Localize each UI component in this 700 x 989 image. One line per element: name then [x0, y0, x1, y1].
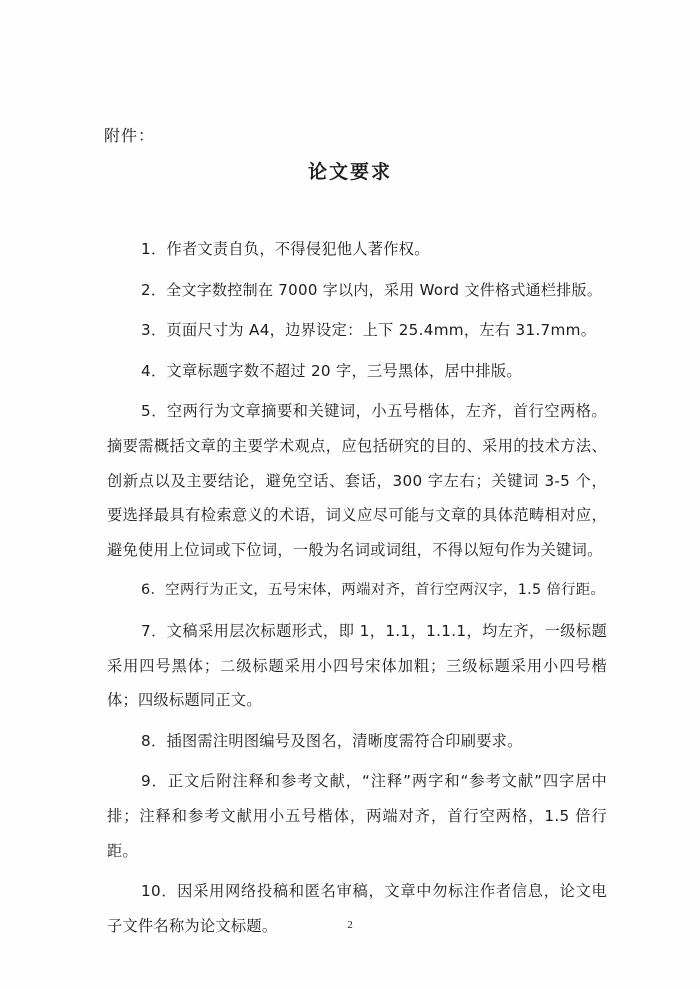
requirement-item-3: 3．页面尺寸为 A4，边界设定：上下 25.4mm，左右 31.7mm。 — [141, 321, 597, 340]
requirement-item-1: 1．作者文责自负，不得侵犯他人著作权。 — [141, 240, 430, 258]
requirement-item-9: 9．正文后附注释和参考文献，“注释”两字和“参考文献”四字居中排；注释和参考文献用小五号楷体，两端对齐，首行空两格，1.5 倍行距。 — [107, 772, 607, 860]
page-title: 论文要求 — [307, 161, 392, 183]
requirement-item-5: 5．空两行为文章摘要和关键词，小五号楷体，左齐，首行空两格。摘要需概括文章的主要学术观点，应包括研究的目的、采用的技术方法、创新点以及主要结论，避免空话、套话，300 字左右；关键词 3-5 个，要选择最具有检索意义的术语，词义应尽可能与文章的具体范畴相对应，避免使用上位词或下位词，一般为名词或词组，不得以短句作为关键词。 — [107, 402, 607, 559]
requirement-item-4: 4．文章标题字数不超过 20 字，三号黑体，居中排版。 — [141, 361, 522, 380]
requirement-item-7: 7．文稿采用层次标题形式，即 1，1.1，1.1.1，均左齐，一级标题采用四号黑体；二级标题采用小四号宋体加粗；三级标题采用小四号楷体；四级标题同正文。 — [107, 621, 607, 710]
requirement-item-8: 8．插图需注明图编号及图名，清晰度需符合印刷要求。 — [141, 731, 523, 750]
page-number: 2 — [347, 919, 353, 931]
requirement-item-10: 10．因采用网络投稿和匿名审稿，文章中勿标注作者信息，论文电子文件名称为论文标题。 — [107, 882, 607, 935]
requirements-list — [107, 232, 607, 949]
attachment-label: 附件： — [104, 126, 156, 145]
requirement-item-2: 2．全文字数控制在 7000 字以内，采用 Word 文件格式通栏排版。 — [141, 280, 603, 299]
requirement-item-6: 6．空两行为正文，五号宋体，两端对齐，首行空两汉字，1.5 倍行距。 — [141, 582, 606, 599]
